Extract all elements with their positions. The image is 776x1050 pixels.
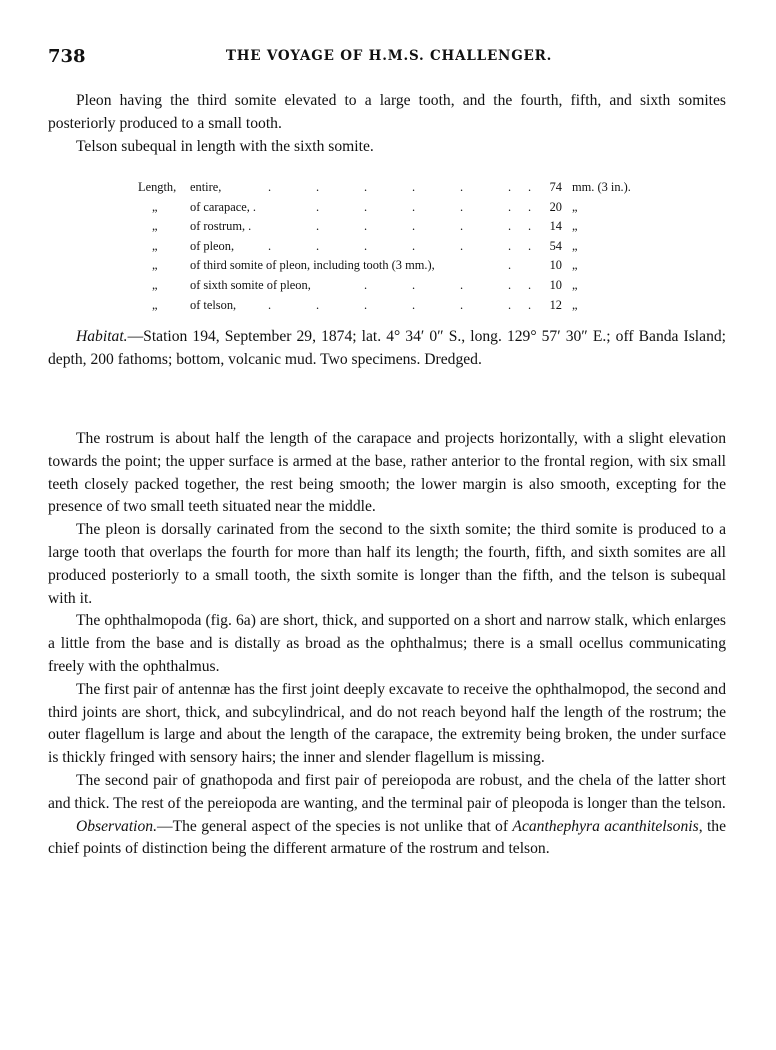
leader-dot: . — [412, 219, 416, 234]
measurement-value: 54 — [549, 238, 562, 253]
leader-dot: . — [364, 180, 368, 194]
measurement-value: 14 — [549, 219, 562, 234]
leader-dot: . — [364, 199, 368, 214]
leader-dot: . — [316, 199, 320, 214]
leader-dot: . — [268, 297, 272, 312]
leader-dot: . — [268, 180, 272, 194]
leader-dots: . — [508, 258, 512, 273]
leader-dot: . — [412, 199, 416, 214]
measurement-value: 10 — [549, 258, 562, 273]
body-paragraph: The rostrum is about half the length of the carapace and projects horizontally, with a slight elevation towards the point; the upper surface is armed at the base, rather anterior to the frontal region, with six small teeth closely packed together, the rest being smooth; the lower margin is also smooth, excepting for the presence of two small teeth situated near the middle. — [48, 430, 726, 516]
measurement-label: of carapace, . — [190, 199, 257, 214]
habitat-section — [48, 326, 726, 372]
leader-dot: . — [460, 180, 464, 194]
body-paragraph: The pleon is dorsally carinated from the second to the sixth somite; the third somite is produced to a large tooth that overlaps the fourth for more than half its length; the fourth, fifth, and sixth somites are all produced posteriorly to a small tooth, the sixth somite is longer than the fifth, and the telson is subequal with it. — [48, 521, 726, 607]
measurement-unit: „ — [572, 219, 578, 234]
leader-dots: . — [528, 199, 532, 214]
page-number: 738 — [48, 46, 86, 67]
leader-dot: . — [316, 238, 320, 253]
measurement-label: of pleon, — [190, 238, 235, 253]
leader-dot: . — [460, 297, 464, 312]
leader-dots: . — [528, 277, 532, 292]
leader-dot: . — [460, 238, 464, 253]
body-paragraph: The first pair of antennæ has the first joint deeply excavate to receive the ophthalmopod, the second and third joints are short, thick, and subcylindrical, and do not reach beyond half the length of the rostrum; the outer flagellum is large and about the length of the carapace, the extremity being broken, the under surface is thickly fringed with sensory hairs; the inner and slender flagellum is missing. — [48, 680, 726, 767]
leader-dot: . — [268, 238, 272, 253]
intro-paragraph: Telson subequal in length with the sixth somite. — [76, 137, 374, 155]
leader-dot: . — [508, 199, 512, 214]
measurement-unit: „ — [572, 297, 578, 312]
leader-dots: . — [528, 219, 532, 234]
leader-dot: . — [508, 219, 512, 234]
leader-dot: . — [364, 238, 368, 253]
observation-paragraph — [48, 816, 726, 862]
leader-dot: . — [412, 277, 416, 292]
observation-tail: , the chief points of distinction being the different armature of the rostrum and telson. — [48, 817, 726, 858]
measurement-value: 20 — [549, 199, 562, 214]
body-paragraph: The ophthalmopoda (fig. 6a) are short, thick, and supported on a short and narrow stalk, which enlarges a little from the base and is distally as broad as the ophthalmus; there is a small ocellus communicating freely with the ophthalmus. — [48, 612, 726, 675]
page-header — [48, 46, 730, 70]
measurement-label: of sixth somite of pleon, — [190, 277, 311, 292]
habitat-paragraph — [48, 326, 726, 372]
measurement-unit: „ — [572, 238, 578, 253]
measurement-prefix: „ — [152, 297, 158, 312]
description-body — [48, 428, 726, 861]
leader-dots: . — [528, 297, 532, 312]
measurement-value: 12 — [549, 297, 562, 312]
measurement-unit: „ — [572, 258, 578, 273]
measurement-label: of third somite of pleon, including tooth (3 mm.), — [190, 258, 435, 273]
leader-dot: . — [364, 219, 368, 234]
species-name: Acanthephyra acanthitelsonis — [512, 817, 699, 835]
leader-dot: . — [460, 219, 464, 234]
leader-dot: . — [508, 180, 512, 194]
measurement-unit: „ — [572, 277, 578, 292]
intro-paragraph: Pleon having the third somite elevated to a large tooth, and the fourth, fifth, and sixth somites posteriorly produced to a small tooth. — [48, 92, 726, 132]
habitat-text: —Station 194, September 29, 1874; lat. 4° 34′ 0″ S., long. 129° 57′ 30″ E.; off Banda Island; depth, 200 fathoms; bottom, volcanic mud. Two specimens. Dredged. — [48, 328, 726, 368]
measurement-label: of rostrum, . — [190, 219, 252, 234]
leader-dot: . — [508, 238, 512, 253]
measurement-prefix: Length, — [138, 180, 177, 194]
observation-lead: —The general aspect of the species is not unlike that of — [157, 817, 513, 835]
measurement-value: 10 — [549, 277, 562, 292]
habitat-heading: Habitat. — [76, 328, 128, 345]
leader-dot: . — [316, 219, 320, 234]
running-title: THE VOYAGE OF H.M.S. CHALLENGER. — [225, 48, 553, 64]
measurement-label: entire, — [190, 180, 222, 194]
leader-dot: . — [508, 277, 512, 292]
intro-text — [48, 90, 726, 158]
leader-dot: . — [316, 297, 320, 312]
observation-heading: Observation. — [76, 817, 157, 835]
measurement-unit: mm. (3 in.). — [572, 180, 631, 194]
leader-dots: . — [528, 238, 532, 253]
measurement-label: of telson, — [190, 297, 237, 312]
leader-dot: . — [412, 180, 416, 194]
leader-dot: . — [508, 297, 512, 312]
body-paragraph: The second pair of gnathopoda and first pair of pereiopoda are robust, and the chela of the latter short and thick. The rest of the pereiopoda are wanting, and the terminal pair of pleopoda is longer than the telson. — [48, 771, 726, 812]
leader-dot: . — [412, 238, 416, 253]
leader-dot: . — [364, 277, 368, 292]
leader-dot: . — [412, 297, 416, 312]
measurement-prefix: „ — [152, 277, 158, 292]
leader-dots: . — [528, 180, 532, 194]
leader-dot: . — [460, 277, 464, 292]
measurement-prefix: „ — [152, 199, 158, 214]
measurement-prefix: „ — [152, 219, 158, 234]
leader-dot: . — [364, 297, 368, 312]
leader-dot: . — [460, 199, 464, 214]
leader-dot: . — [316, 180, 320, 194]
measurement-unit: „ — [572, 199, 578, 214]
measurement-prefix: „ — [152, 238, 158, 253]
measurement-prefix: „ — [152, 258, 158, 273]
measurement-value: 74 — [549, 180, 562, 194]
